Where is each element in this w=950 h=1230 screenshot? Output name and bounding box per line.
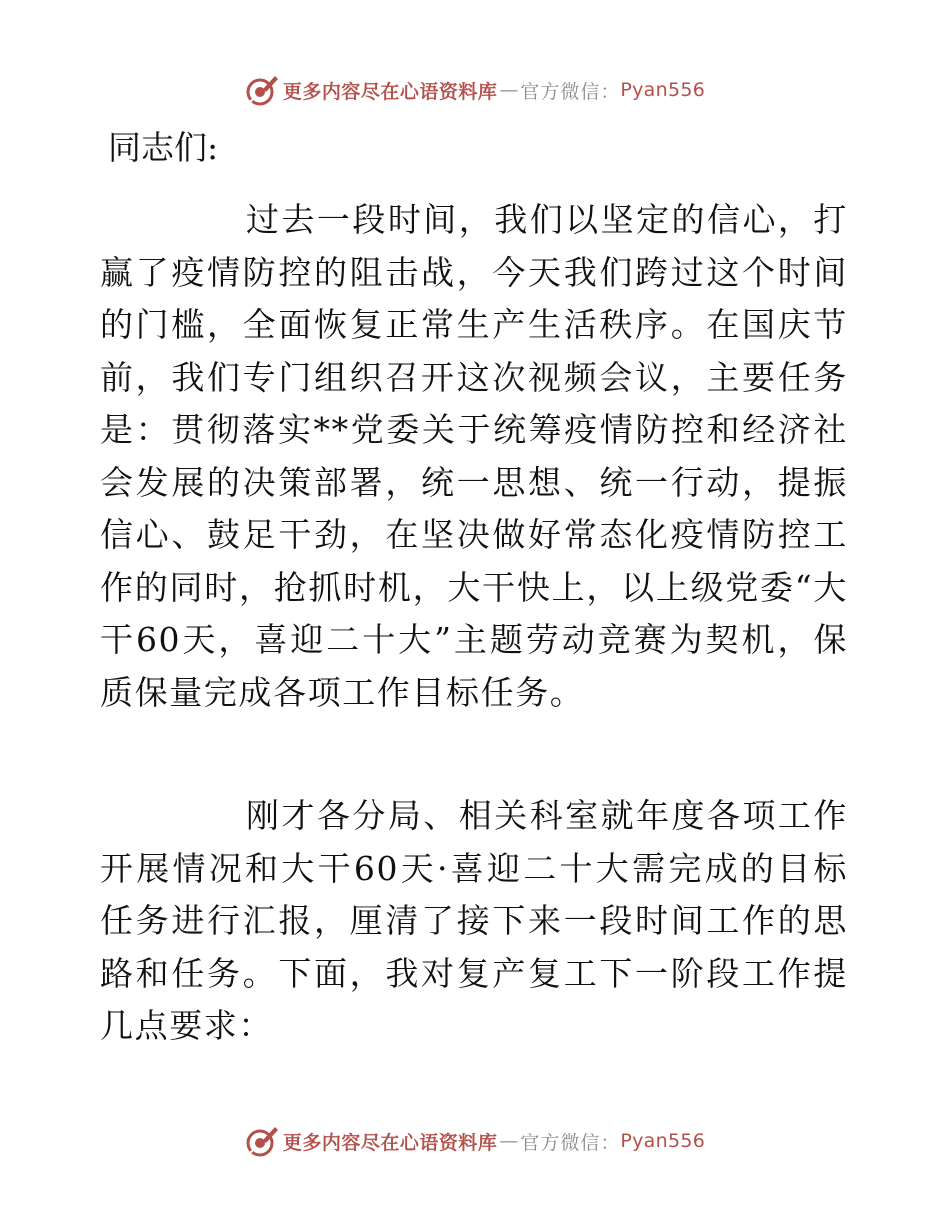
header-watermark [0, 72, 950, 108]
body-paragraph-1: 过去一段时间，我们以坚定的信心，打赢了疫情防控的阻击战，今天我们跨过这个时间的门槛，全面恢复正常生产生活秩序。在国庆节前，我们专门组织召开这次视频会议，主要任务是：贯彻落实**党委关于统筹疫情防控和经济社会发展的决策部署，统一思想、统一行动，提振信心、鼓足干劲，在坚决做好常态化疫情防控工作的同时，抢抓时机，大干快上，以上级党委“大干60天，喜迎二十大”主题劳动竞赛为契机，保质保量完成各项工作目标任务。 [100, 200, 848, 712]
body-paragraph-2: 刚才各分局、相关科室就年度各项工作开展情况和大干60天·喜迎二十大需完成的目标任务进行汇报，厘清了接下来一段时间工作的思路和任务。下面，我对复产复工下一阶段工作提几点要求： [100, 796, 848, 1045]
pen-nib-circle-icon [245, 73, 279, 107]
pen-nib-circle-icon [245, 1124, 279, 1158]
watermark-wechat-handle: Pyan556 [620, 79, 706, 101]
watermark-dash: — [499, 1130, 519, 1152]
watermark-wechat-handle: Pyan556 [620, 1130, 706, 1152]
footer-watermark [0, 1123, 950, 1159]
watermark-site-text: 更多内容尽在心语资料库 [282, 80, 498, 103]
watermark-site-text: 更多内容尽在心语资料库 [282, 1131, 498, 1154]
watermark-wechat-label: 官方微信： [520, 80, 621, 103]
watermark-dash: — [499, 79, 519, 101]
salutation: 同志们: [108, 128, 219, 167]
watermark-wechat-label: 官方微信： [520, 1131, 621, 1154]
